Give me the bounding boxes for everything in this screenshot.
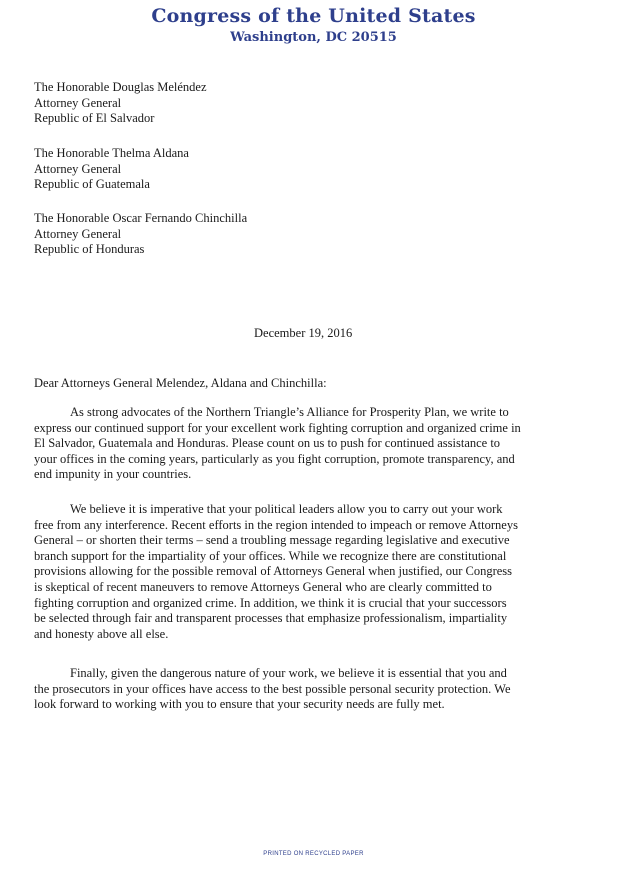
paragraph-line: look forward to working with you to ensure that your security needs are fully met.: [34, 697, 445, 712]
paragraph-line: is skeptical of recent maneuvers to remove Attorneys General who are clearly committed to: [34, 579, 492, 594]
paragraph-line: Finally, given the dangerous nature of your work, we believe it is essential that you and: [70, 666, 507, 680]
addressee-country: Republic of El Salvador: [34, 111, 155, 125]
addressee-title: Attorney General: [34, 161, 122, 176]
addressee-title: Attorney General: [34, 95, 122, 110]
addressee-country: Republic of Guatemala: [34, 177, 150, 191]
paragraph-line: branch support for the impartiality of your offices. While we recognize there are constitutional: [34, 548, 507, 563]
paragraph-line: provisions allowing for the possible removal of Attorneys General when justified, our Congress: [34, 564, 513, 579]
recycled-paper-footer: PRINTED ON RECYCLED PAPER: [263, 851, 364, 857]
addressee-block: [34, 211, 247, 258]
paragraph-line: end impunity in your countries.: [34, 467, 192, 482]
paragraph-line: your offices in the coming years, particularly as you fight corruption, promote transparency, and: [34, 451, 515, 466]
salutation: Dear Attorneys General Melendez, Aldana and Chinchilla:: [34, 376, 327, 390]
paragraph-line: fighting corruption and organized crime. In addition, we think it is crucial that your successors: [34, 595, 507, 610]
body-paragraph: [34, 502, 604, 642]
addressee-country: Republic of Honduras: [34, 242, 145, 256]
addressee-block: [34, 80, 207, 127]
paragraph-line: be selected through fair and transparent processes that emphasize professionalism, impartiality: [34, 611, 508, 626]
addressee-name: The Honorable Oscar Fernando Chinchilla: [34, 211, 248, 225]
letterhead-address: Washington, DC 20515: [230, 30, 397, 45]
addressee-name: The Honorable Douglas Meléndez: [34, 80, 207, 94]
paragraph-line: El Salvador, Guatemala and Honduras. Please count on us to push for continued assistance to: [34, 436, 501, 451]
paragraph-line: the prosecutors in your offices have access to the best possible personal security protection. We: [34, 681, 511, 696]
paragraph-line: and honesty above all else.: [34, 626, 169, 641]
addressee-block: [34, 146, 189, 193]
paragraph-line: We believe it is imperative that your political leaders allow you to carry out your work: [70, 502, 503, 516]
addressee-title: Attorney General: [34, 226, 122, 241]
body-paragraph: [34, 405, 604, 483]
paragraph-line: As strong advocates of the Northern Triangle’s Alliance for Prosperity Plan, we write to: [70, 405, 509, 419]
paragraph-line: General – or shorten their terms – send a troubling message regarding legislative and executive: [34, 533, 510, 548]
addressee-name: The Honorable Thelma Aldana: [34, 146, 189, 160]
body-paragraph: [34, 666, 604, 713]
paragraph-line: free from any interference. Recent efforts in the region intended to impeach or remove Attorneys: [34, 517, 518, 532]
letterhead: [0, 4, 627, 47]
paragraph-line: express our continued support for your excellent work fighting corruption and organized crime in: [34, 420, 521, 435]
letterhead-title: Congress of the United States: [151, 5, 476, 27]
letter-date: December 19, 2016: [254, 326, 353, 340]
